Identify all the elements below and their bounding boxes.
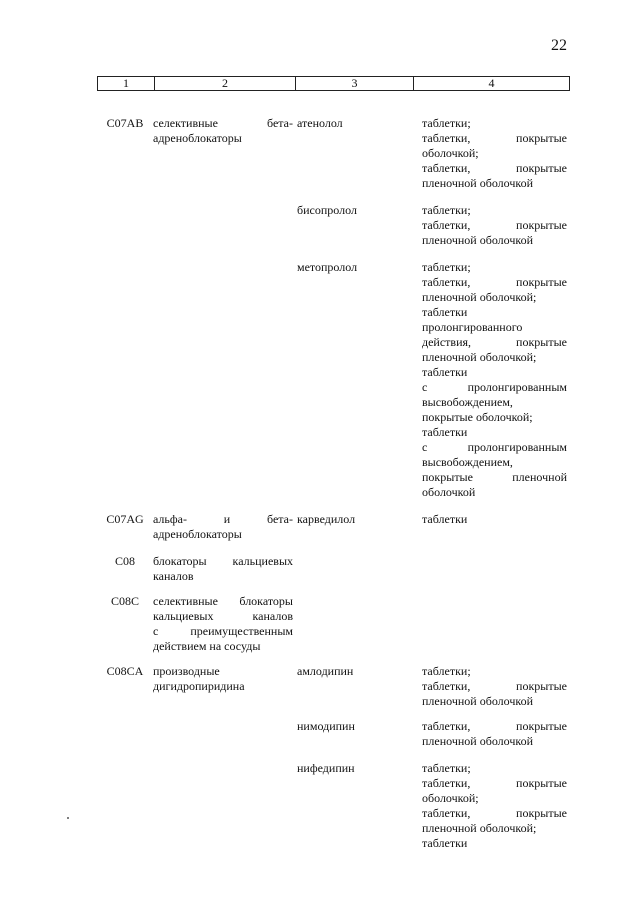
drug-name: нимодипин <box>297 719 355 733</box>
pharmacological-group <box>153 116 293 191</box>
column-header-4: 4 <box>414 77 570 91</box>
dosage-form-line: действия, покрытые <box>422 335 567 349</box>
dosage-form-line: пленочной оболочкой; <box>422 290 537 304</box>
drug-name: атенолол <box>297 116 343 130</box>
dosage-form-line: высвобождением, <box>422 455 513 469</box>
dosage-form-line: таблетки, покрытые <box>422 679 567 693</box>
dosage-form-line: пролонгированного <box>422 320 523 334</box>
dosage-form-line: таблетки <box>422 512 468 526</box>
drug-name <box>293 594 410 654</box>
pharmacological-group <box>153 594 293 654</box>
drug-name: карведилол <box>297 512 356 526</box>
drug-name: бисопролол <box>297 203 357 217</box>
page-number: 22 <box>551 37 567 54</box>
dosage-form-line: оболочкой; <box>422 146 479 160</box>
dosage-forms <box>410 719 567 749</box>
dosage-forms <box>410 512 567 542</box>
table-row <box>97 116 567 191</box>
dosage-form-line: пленочной оболочкой <box>422 176 534 190</box>
group-line: селективные бета- <box>153 116 293 130</box>
table-row <box>97 203 567 248</box>
dosage-form-line: таблетки, покрытые <box>422 776 567 790</box>
dosage-form-line: таблетки <box>422 425 468 439</box>
dosage-forms <box>410 116 567 191</box>
atc-code <box>97 761 153 851</box>
column-header-table <box>97 76 570 91</box>
atc-code: C08CA <box>106 664 144 678</box>
dosage-form-line: таблетки, покрытые <box>422 218 567 232</box>
group-line: кальциевых каналов <box>153 609 293 623</box>
drug-name: метопролол <box>297 260 358 274</box>
dosage-form-line: таблетки; <box>422 203 471 217</box>
dosage-form-line: таблетки <box>422 836 468 850</box>
table-row <box>97 719 567 749</box>
group-line: альфа- и бета- <box>153 512 293 526</box>
dosage-forms <box>410 554 567 584</box>
drug-name <box>293 554 410 584</box>
column-header-3: 3 <box>296 77 414 91</box>
atc-code <box>97 260 153 500</box>
dosage-forms <box>410 664 567 709</box>
dosage-form-line: пленочной оболочкой; <box>422 821 537 835</box>
pharmacological-group <box>153 203 293 248</box>
group-line: с преимущественным <box>153 624 293 638</box>
dosage-form-line: оболочкой; <box>422 791 479 805</box>
dosage-forms <box>410 203 567 248</box>
dosage-form-line: пленочной оболочкой; <box>422 350 537 364</box>
column-header-1: 1 <box>98 77 155 91</box>
group-line: селективные блокаторы <box>153 594 293 608</box>
dosage-form-line: с пролонгированным <box>422 380 567 394</box>
dosage-form-line: таблетки, покрытые <box>422 161 567 175</box>
group-line: дигидропиридина <box>153 679 245 693</box>
pharmacological-group <box>153 719 293 749</box>
dosage-form-line: таблетки, покрытые <box>422 806 567 820</box>
dosage-forms <box>410 761 567 851</box>
dosage-form-line: таблетки, покрытые <box>422 719 567 733</box>
drug-name: амлодипин <box>297 664 354 678</box>
table-row <box>97 664 567 709</box>
dosage-form-line: таблетки <box>422 365 468 379</box>
table-row <box>97 761 567 851</box>
drug-table-body <box>97 116 567 851</box>
atc-code: C08C <box>110 594 139 608</box>
dosage-form-line: с пролонгированным <box>422 440 567 454</box>
table-row <box>97 512 567 542</box>
column-header-2: 2 <box>155 77 296 91</box>
dosage-form-line: высвобождением, <box>422 395 513 409</box>
group-line: производные <box>153 664 220 678</box>
dosage-form-line: покрытые пленочной <box>422 470 567 484</box>
dosage-form-line: таблетки; <box>422 260 471 274</box>
dosage-form-line: таблетки; <box>422 761 471 775</box>
group-line: каналов <box>153 569 194 583</box>
group-line: блокаторы кальциевых <box>153 554 293 568</box>
table-row <box>97 554 567 584</box>
dosage-form-line: таблетки; <box>422 664 471 678</box>
atc-code: C07AB <box>106 116 144 130</box>
dosage-form-line: таблетки <box>422 305 468 319</box>
dosage-form-line: таблетки, покрытые <box>422 275 567 289</box>
dosage-form-line: пленочной оболочкой <box>422 233 534 247</box>
atc-code <box>97 719 153 749</box>
pharmacological-group <box>153 761 293 851</box>
dosage-form-line: пленочной оболочкой <box>422 694 534 708</box>
dosage-form-line: таблетки; <box>422 116 471 130</box>
pharmacological-group <box>153 554 293 584</box>
dosage-forms <box>410 594 567 654</box>
dosage-form-line: оболочкой <box>422 485 476 499</box>
drug-name: нифедипин <box>297 761 355 775</box>
dosage-forms <box>410 260 567 500</box>
atc-code <box>97 203 153 248</box>
atc-code: C07AG <box>106 512 144 526</box>
table-row <box>97 260 567 500</box>
pharmacological-group <box>153 260 293 500</box>
pharmacological-group <box>153 512 293 542</box>
group-line: действием на сосуды <box>153 639 261 653</box>
dosage-form-line: покрытые оболочкой; <box>422 410 533 424</box>
group-line: адреноблокаторы <box>153 131 242 145</box>
scan-speck <box>67 817 69 819</box>
dosage-form-line: пленочной оболочкой <box>422 734 534 748</box>
group-line: адреноблокаторы <box>153 527 242 541</box>
atc-code: C08 <box>114 554 135 568</box>
dosage-form-line: таблетки, покрытые <box>422 131 567 145</box>
pharmacological-group <box>153 664 293 709</box>
table-row <box>97 594 567 654</box>
